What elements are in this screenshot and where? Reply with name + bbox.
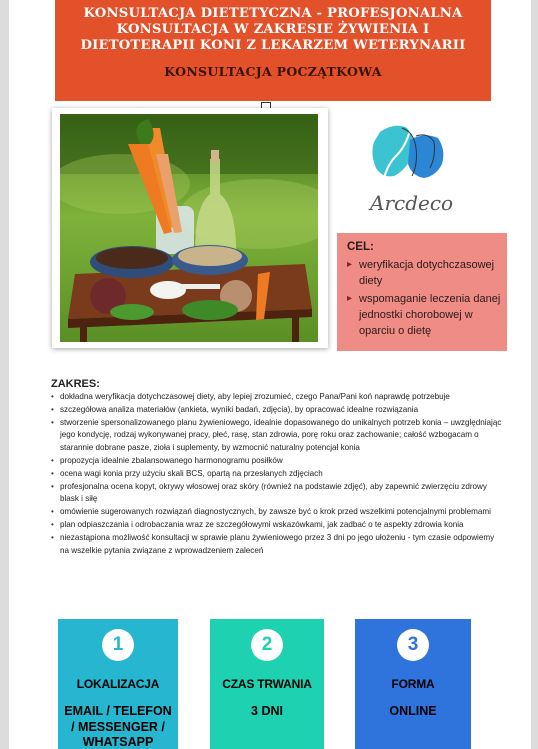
card-number-badge: 2 xyxy=(251,629,283,661)
zakres-item: • dokładna weryfikacja dotychczasowej diety, aby lepiej zrozumieć, czego Pana/Pani koń naprawdę potrzebuje xyxy=(51,391,503,404)
zakres-list xyxy=(51,391,503,557)
card-value: EMAIL / TELEFON / MESSENGER / WHATSAPP xyxy=(64,704,172,749)
page-title: KONSULTACJA DIETETYCZNA - PROFESJONALNA KONSULTACJA W ZAKRESIE ŻYWIENIA I DIETOTERAPII KONI Z LEKARZEM WETERYNARII xyxy=(80,6,466,53)
zakres-item: • omówienie sugerowanych rozwiązań diagnostycznych, by zawsze być o krok przed wszelkimi potencjalnymi problemami xyxy=(51,506,503,519)
zakres-item: • stworzenie spersonalizowanego planu żywieniowego, idealnie dopasowanego do unikalnych potrzeb konia – uwzględniając jego kondycję, rodzaj wykonywanej pracy, płeć, rasę, stan zdrowia, porę roku oraz zachowanie; całość wzbogacam o starannie dobrane pasze, zioła i suplementy, by wzmocnić naturalny potencjał konia xyxy=(51,417,503,455)
page-subtitle: KONSULTACJA POCZĄTKOWA xyxy=(164,64,382,79)
card-value: ONLINE xyxy=(389,704,437,718)
photo-frame xyxy=(52,108,328,348)
cel-item: ▸ weryfikacja dotychczasowej diety xyxy=(347,257,503,289)
zakres-item: • profesjonalna ocena kopyt, okrywy włosowej oraz skóry (również na podstawie zdjęć), aby zapewnić zwierzęciu zdrowy blask i siłę xyxy=(51,481,503,507)
card-number-badge: 3 xyxy=(397,629,429,661)
cel-list xyxy=(347,257,503,341)
zakres-title: ZAKRES: xyxy=(51,378,100,390)
cel-item: ▸ wspomaganie leczenia danej jednostki chorobowej w oparciu o dietę xyxy=(347,291,503,339)
zakres-item: • szczegółowa analiza materiałów (ankieta, wyniki badań, zdjęcia), by opracować idealne rozwiązania xyxy=(51,404,503,417)
logo-text: Arcdeco xyxy=(370,191,454,215)
card-czas-trwania xyxy=(210,619,324,749)
card-value: 3 DNI xyxy=(251,704,283,718)
cel-box xyxy=(337,233,507,351)
card-number-badge: 1 xyxy=(102,629,134,661)
card-label: CZAS TRWANIA xyxy=(222,677,312,691)
cel-title: CEL: xyxy=(347,241,374,253)
header-banner xyxy=(55,0,491,101)
zakres-item: • niezastąpiona możliwość konsultacji w sprawie planu żywieniowego przez 3 dni po jego ułożeniu - tym czasie odpowiemy na wszelkie pytania związane z wprowadzeniem zaleceń xyxy=(51,532,503,558)
vegetables-herbs-table-photo xyxy=(60,114,318,342)
zakres-section xyxy=(51,378,503,557)
document-page xyxy=(9,0,531,749)
card-label: FORMA xyxy=(391,677,435,691)
zakres-item: • propozycja idealnie zbalansowanego harmonogramu posiłków xyxy=(51,455,503,468)
horse-heads-logo-icon xyxy=(354,118,479,218)
card-label: LOKALIZACJA xyxy=(76,677,160,691)
zakres-item: • plan odpiaszczania i odrobaczania wraz ze szczegółowymi wskazówkami, jak zadbać o te aspekty zdrowia konia xyxy=(51,519,503,532)
zakres-item: • ocena wagi konia przy użyciu skali BCS, opartą na przesłanych zdjęciach xyxy=(51,468,503,481)
card-lokalizacja xyxy=(58,619,178,749)
card-forma xyxy=(355,619,471,749)
